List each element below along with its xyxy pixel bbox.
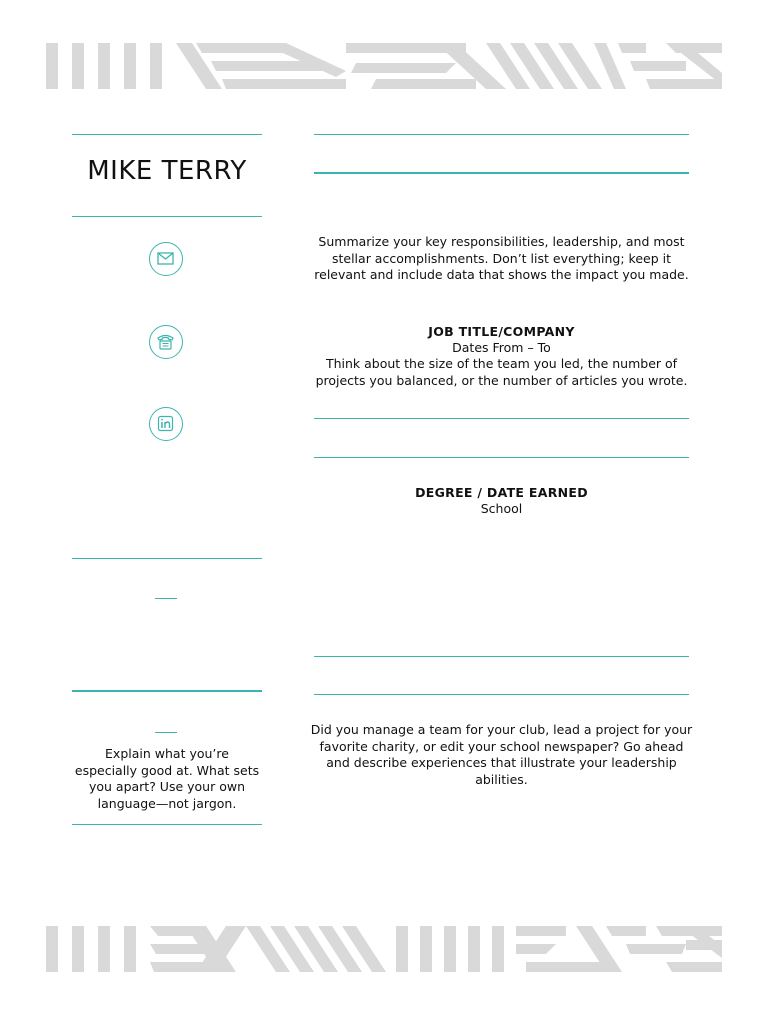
envelope-glyph (150, 243, 181, 274)
right-top-divider (314, 134, 689, 135)
telephone-glyph (150, 326, 181, 357)
job-title: JOB TITLE/COMPANY (428, 324, 575, 339)
right-education-divider (314, 457, 689, 458)
linkedin-glyph (150, 408, 181, 439)
stripe-pattern-top (46, 43, 722, 89)
applicant-name: MIKE TERRY (87, 156, 247, 186)
left-top-divider (72, 134, 262, 135)
skills-text: Explain what you’re especially good at. What sets you apart? Use your own language—not jargon. (74, 746, 260, 811)
right-volunteer-divider (314, 694, 689, 695)
right-experience-divider (314, 172, 689, 174)
left-objective-divider (72, 558, 262, 559)
top-decorative-banner (46, 43, 722, 89)
linkedin-icon[interactable] (149, 407, 183, 441)
volunteer-text: Did you manage a team for your club, lead a project for your favorite charity, or edit your school newspaper? Go ahead and describe experiences that illustrate your leadership abilities. (310, 722, 693, 787)
bottom-decorative-banner (46, 926, 722, 972)
experience-summary: Summarize your key responsibilities, leadership, and most stellar accomplishments. Don’t list everything; keep it relevant and include data that shows the impact you made. (314, 234, 689, 282)
job-details: Think about the size of the team you led, the number of projects you balanced, or the number of articles you wrote. (315, 356, 688, 388)
left-bottom-divider (72, 824, 262, 825)
left-name-divider (72, 216, 262, 217)
objective-accent-dash (155, 598, 177, 599)
skills-accent-dash (155, 732, 177, 733)
right-volunteer-top-divider (314, 656, 689, 657)
phone-icon[interactable] (149, 325, 183, 359)
email-icon[interactable] (149, 242, 183, 276)
left-skills-divider (72, 690, 262, 692)
right-education-top-divider (314, 418, 689, 419)
stripe-pattern-bottom (46, 926, 722, 972)
job-dates: Dates From – To (452, 340, 551, 355)
degree-heading: DEGREE / DATE EARNED (415, 485, 588, 500)
school-name: School (480, 501, 523, 516)
